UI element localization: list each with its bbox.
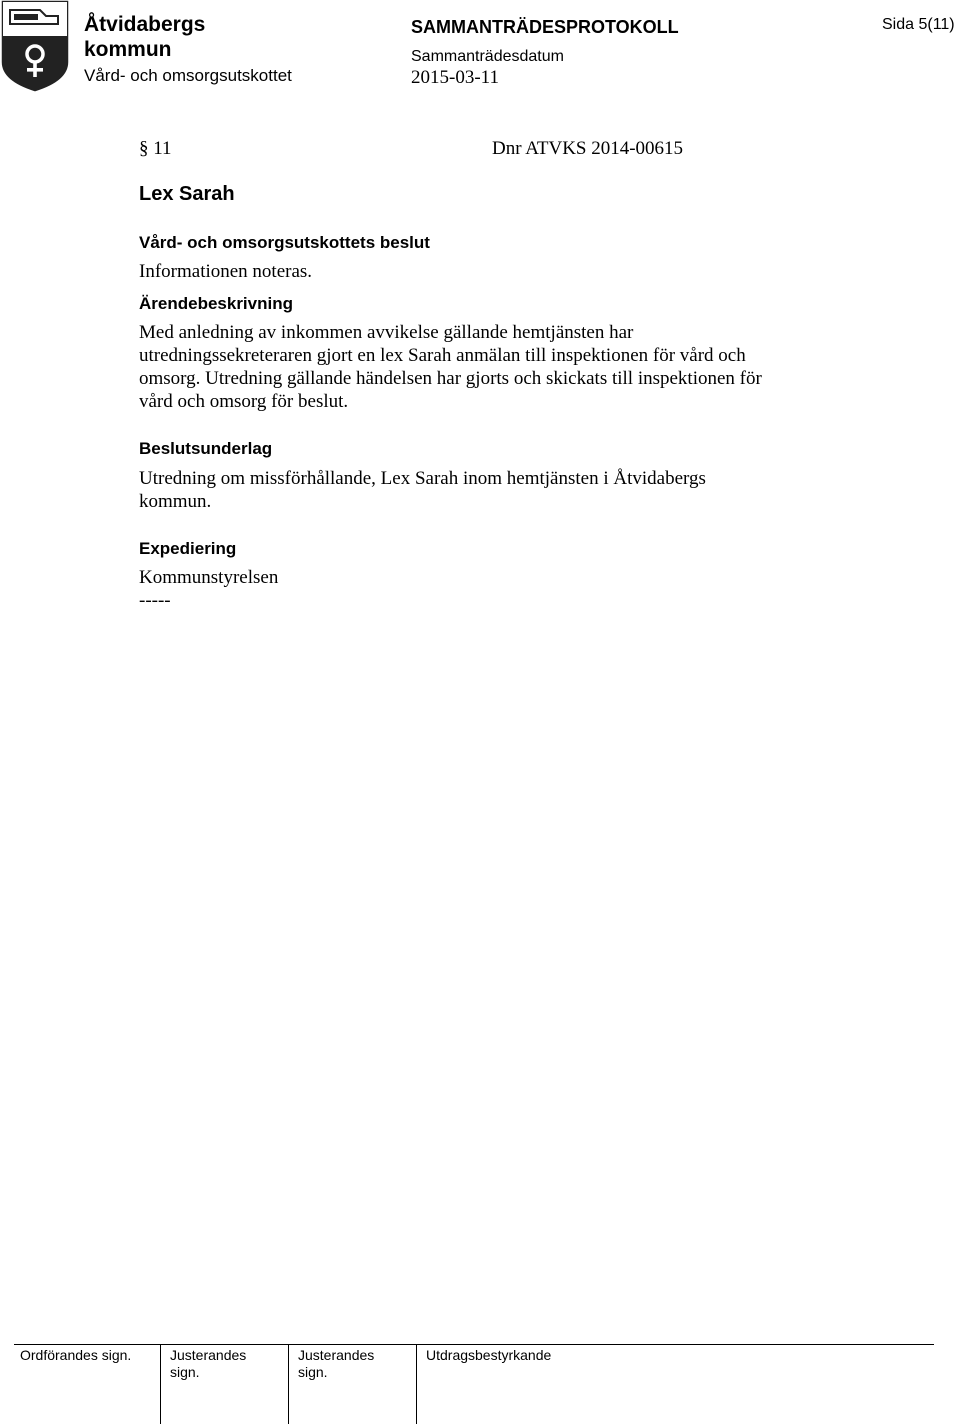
signature-label-line: Ordförandes sign. bbox=[20, 1347, 132, 1363]
basis-text bbox=[139, 467, 706, 513]
signature-label-line: sign. bbox=[170, 1364, 200, 1380]
org-name: Åtvidabergs bbox=[84, 13, 206, 36]
decision-text: Informationen noteras. bbox=[139, 261, 313, 282]
decision-heading: Vård- och omsorgsutskottets beslut bbox=[139, 233, 430, 252]
description-line: Med anledning av inkommen avvikelse gällande hemtjänsten har bbox=[139, 322, 634, 343]
description-text bbox=[139, 321, 762, 413]
signature-divider bbox=[288, 1344, 289, 1424]
chair-signature-label bbox=[20, 1347, 131, 1364]
distribution-heading: Expediering bbox=[139, 539, 237, 558]
signature-label-line: Justerandes bbox=[170, 1347, 247, 1363]
distribution-end-marker: ----- bbox=[139, 590, 171, 611]
meeting-date-value: 2015-03-11 bbox=[411, 67, 499, 88]
description-line: vård och omsorg för beslut. bbox=[139, 391, 349, 412]
page-number: Sida 5(11) bbox=[882, 16, 955, 33]
section-title: Lex Sarah bbox=[139, 183, 235, 205]
document-type: SAMMANTRÄDESPROTOKOLL bbox=[411, 17, 679, 37]
registration-number: Dnr ATVKS 2014-00615 bbox=[492, 138, 684, 159]
signature-label-line: Justerandes bbox=[298, 1347, 375, 1363]
certification-signature-label bbox=[426, 1347, 551, 1364]
signature-divider bbox=[160, 1344, 161, 1424]
basis-line: kommun. bbox=[139, 491, 212, 512]
municipal-coat-of-arms-icon bbox=[0, 0, 70, 92]
distribution-recipient: Kommunstyrelsen bbox=[139, 567, 279, 588]
distribution-text bbox=[139, 566, 278, 612]
basis-heading: Beslutsunderlag bbox=[139, 439, 273, 458]
basis-line: Utredning om missförhållande, Lex Sarah inom hemtjänsten i Åtvidabergs bbox=[139, 468, 706, 489]
meeting-date-label: Sammanträdesdatum bbox=[411, 48, 564, 65]
description-line: omsorg. Utredning gällande händelsen har gjorts och skickats till inspektionen för bbox=[139, 368, 762, 389]
signature-label-line: sign. bbox=[298, 1364, 328, 1380]
adjuster-signature-label bbox=[298, 1347, 374, 1381]
signature-table-top-line bbox=[14, 1344, 934, 1345]
committee-name: Vård- och omsorgsutskottet bbox=[84, 66, 292, 85]
signature-label-line: Utdragsbestyrkande bbox=[426, 1347, 552, 1363]
description-heading: Ärendebeskrivning bbox=[139, 294, 293, 313]
org-subtitle: kommun bbox=[84, 38, 172, 61]
signature-divider bbox=[416, 1344, 417, 1424]
adjuster-signature-label bbox=[170, 1347, 246, 1381]
paragraph-number: § 11 bbox=[139, 138, 172, 159]
description-line: utredningssekreteraren gjort en lex Sarah anmälan till inspektionen för vård och bbox=[139, 345, 746, 366]
